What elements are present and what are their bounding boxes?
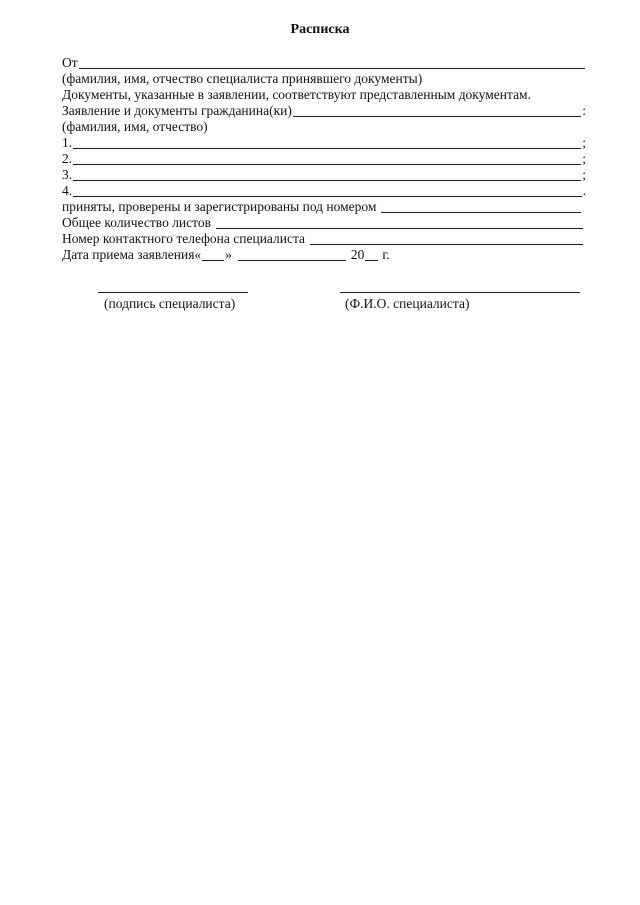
phone-row [62, 231, 584, 247]
fio-line[interactable] [340, 292, 580, 293]
sheets-row [62, 215, 584, 231]
item-field[interactable] [73, 184, 582, 197]
sheets-label: Общее количество листов [62, 215, 211, 230]
item-field[interactable] [73, 136, 581, 149]
document-title: Расписка [290, 22, 350, 37]
document-item-1 [62, 135, 586, 151]
applicant-row [62, 103, 586, 119]
document-item-2 [62, 151, 586, 167]
from-hint: (фамилия, имя, отчество специалиста принявшего документы) [62, 71, 423, 86]
item-number: 4. [62, 183, 73, 198]
date-month-field[interactable] [238, 248, 346, 261]
item-end: . [582, 183, 586, 198]
applicant-hint: (фамилия, имя, отчество) [62, 119, 208, 134]
item-field[interactable] [73, 168, 581, 181]
document-item-3 [62, 167, 586, 183]
registration-number-field[interactable] [381, 200, 581, 213]
date-mid: » [225, 247, 232, 262]
statement-text: Документы, указанные в заявлении, соответствуют представленным документам. [62, 87, 531, 102]
statement-row [62, 87, 586, 103]
applicant-label: Заявление и документы гражданина(ки) [62, 103, 292, 118]
date-suffix: г. [382, 247, 390, 262]
from-hint-row [62, 71, 586, 87]
applicant-field[interactable] [293, 104, 581, 117]
date-year-prefix: 20 [350, 247, 365, 262]
item-end: ; [582, 151, 586, 166]
document-item-4 [62, 183, 586, 199]
item-number: 3. [62, 167, 73, 182]
registered-row [62, 199, 582, 215]
phone-label: Номер контактного телефона специалиста [62, 231, 306, 246]
from-field[interactable] [79, 56, 585, 69]
registered-label: приняты, проверены и зарегистрированы под номером [62, 199, 377, 214]
phone-field[interactable] [310, 232, 583, 245]
item-end: ; [582, 135, 586, 150]
sheets-count-field[interactable] [216, 216, 583, 229]
signature-caption: (подпись специалиста) [104, 296, 236, 311]
applicant-hint-row [62, 119, 586, 135]
signature-line[interactable] [98, 292, 248, 293]
from-row [62, 55, 586, 71]
date-year-field[interactable] [365, 248, 378, 261]
item-end: ; [582, 167, 586, 182]
item-field[interactable] [73, 152, 581, 165]
item-number: 2. [62, 151, 73, 166]
date-prefix: Дата приема заявления« [62, 247, 202, 262]
item-number: 1. [62, 135, 73, 150]
date-day-field[interactable] [202, 248, 224, 261]
date-row [62, 247, 422, 263]
from-label: От [62, 55, 78, 70]
applicant-tail: : [582, 103, 586, 118]
fio-caption: (Ф.И.О. специалиста) [345, 296, 470, 311]
